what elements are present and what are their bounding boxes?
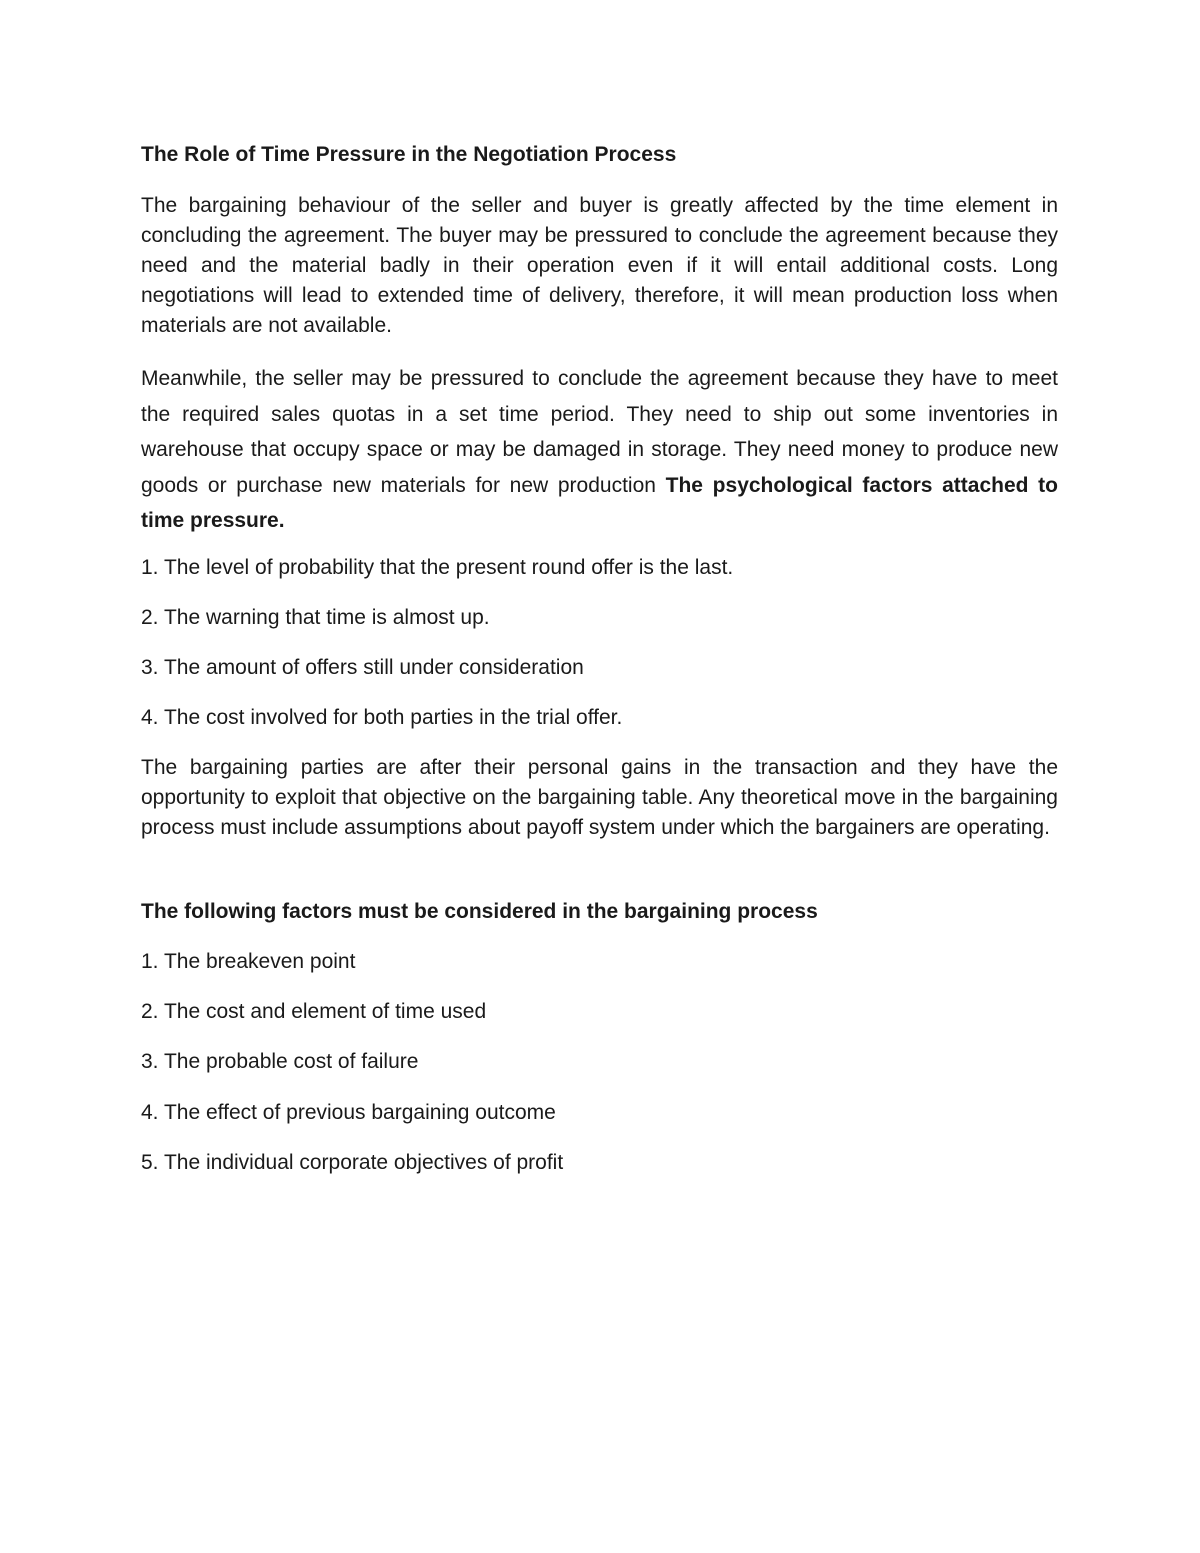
paragraph-seller-pressure: [141, 361, 1058, 539]
list-item: 1. The breakeven point: [141, 950, 356, 974]
list-item: 3. The amount of offers still under consideration: [141, 655, 584, 679]
factors-heading: The following factors must be considered in the bargaining process: [141, 900, 818, 924]
psychological-factors-list: [141, 553, 1058, 734]
document-title: The Role of Time Pressure in the Negotiation Process: [141, 143, 677, 166]
list-item: 4. The effect of previous bargaining outcome: [141, 1100, 556, 1124]
paragraph-bargaining-parties: The bargaining parties are after their personal gains in the transaction and they have the opportunity to exploit that objective on the bargaining table. Any theoretical move in the bargaining process must include assumptions about payoff system under which the bargainers are operating.: [141, 756, 1058, 840]
list-item: 5. The individual corporate objectives of profit: [141, 1150, 564, 1174]
psychological-factors-heading: The psychological factors attached to time pressure.: [141, 473, 1059, 532]
list-item: 2. The warning that time is almost up.: [141, 605, 490, 629]
list-item: 1. The level of probability that the present round offer is the last.: [141, 555, 734, 579]
bargaining-factors-list: [141, 947, 1058, 1178]
list-item: 3. The probable cost of failure: [141, 1050, 419, 1074]
list-item: 2. The cost and element of time used: [141, 1000, 487, 1024]
paragraph-seller-pressure-text: Meanwhile, the seller may be pressured to conclude the agreement because they have to meet the required sales quotas in a set time period. They need to ship out some inventories in warehouse that occupy space or may be damaged in storage. They need money to produce new goods or purchase new materials for new production: [141, 367, 1058, 497]
list-item: 4. The cost involved for both parties in the trial offer.: [141, 706, 623, 730]
paragraph-time-element: The bargaining behaviour of the seller and buyer is greatly affected by the time element in concluding the agreement. The buyer may be pressured to conclude the agreement because they need and the material badly in their operation even if it will entail additional costs. Long negotiations will lead to extended time of delivery, therefore, it will mean production loss when materials are not available.: [141, 194, 1058, 337]
document-page: [141, 140, 1058, 1198]
